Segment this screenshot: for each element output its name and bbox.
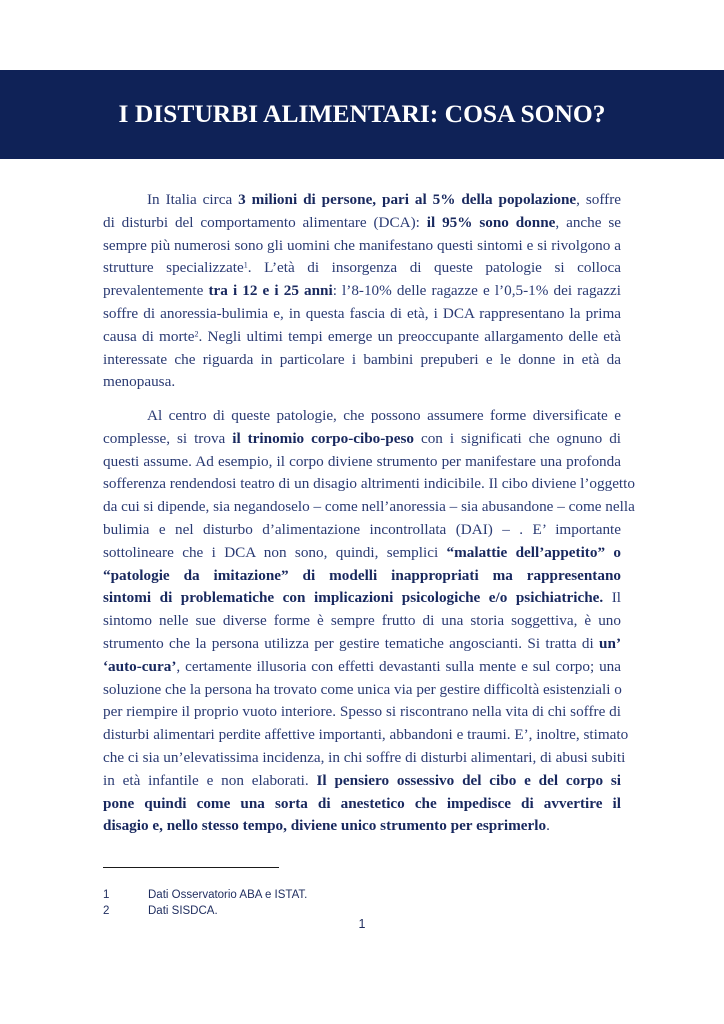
body-line [103, 349, 621, 371]
text-run: sottolineare che i DCA non sono, quindi, semplici [103, 543, 447, 561]
text-run: per riempire il proprio vuoto interiore. Spesso si riscontrano nella vita di chi soffre di [103, 703, 621, 721]
text-run: soluzione che la persona ha trovato come unica via per gestire difficoltà esistenziali o [103, 680, 622, 698]
emphasis-text: ‘auto-cura’ [103, 657, 177, 675]
page-title: I DISTURBI ALIMENTARI: COSA SONO? [118, 99, 606, 128]
text-run: di disturbi del comportamento alimentare (DCA): [103, 213, 427, 231]
text-run: strutture specializzate [103, 259, 244, 277]
body-line [103, 793, 621, 815]
emphasis-text: sintomi di problematiche con implicazioni psicologiche e/o psichiatriche. [103, 589, 604, 607]
emphasis-text: il 95% sono donne [426, 213, 556, 231]
title-banner [0, 70, 724, 159]
body-line [103, 428, 621, 450]
text-run: , certamente illusoria con effetti devastanti sulla mente e sul corpo; una [176, 657, 621, 675]
footnote-separator [103, 867, 279, 868]
footnote-ref: 1 [243, 261, 248, 270]
text-run: Il [603, 589, 621, 607]
text-run: causa di morte [103, 327, 195, 345]
body-line [103, 633, 621, 655]
text-run: questi assume. Ad esempio, il corpo diviene strumento per manifestare una profonda [103, 452, 621, 470]
body-line [103, 496, 635, 518]
body-line [103, 519, 621, 541]
footnote-text: Dati SISDCA. [148, 905, 218, 917]
emphasis-text: un’ [599, 635, 621, 652]
footnote-number: 2 [103, 905, 110, 917]
text-run: : l’8-10% delle ragazze e l’0,5-1% dei ragazzi [332, 282, 621, 300]
body-line [147, 405, 621, 427]
emphasis-text: 3 milioni di persone, pari al 5% della popolazione [238, 191, 577, 208]
text-run: da cui si dipende, sia negandoselo – come nell’anoressia – sia abusandone – come nella [103, 498, 635, 516]
body-line [103, 679, 621, 701]
text-run: in età infantile e non elaborati. [103, 771, 317, 789]
body-line [103, 815, 621, 837]
text-run: sintomo nelle sue diverse forme è sempre frutto di una storia soggettiva, è uno [103, 612, 621, 630]
footnote-number: 1 [103, 889, 110, 901]
text-run: bulimia e nel disturbo d’alimentazione incontrollata (DAI) – . E’ importante [103, 521, 621, 538]
text-run: soffre di anoressia-bulimia e, in questa fascia di età, i DCA rappresentano la prima [103, 305, 621, 322]
body-line [103, 587, 621, 609]
body-line [103, 770, 621, 792]
text-run: prevalentemente [103, 282, 209, 300]
text-run: che ci sia un’elevatissima incidenza, in chi soffre di disturbi alimentari, di abusi subiti [103, 749, 626, 766]
emphasis-text: disagio e, nello stesso tempo, diviene unico strumento per esprimerlo [103, 817, 547, 835]
page-number: 1 [358, 917, 366, 931]
text-run: . L’età di insorgenza di queste patologie si colloca [247, 259, 621, 277]
text-run: disturbi alimentari perdite affettive importanti, abbandoni e traumi. E’, inoltre, stimato [103, 726, 629, 744]
body-line [103, 280, 621, 302]
emphasis-text: “malattie dell’appetito” o [446, 543, 621, 561]
text-run: , soffre [576, 191, 621, 208]
text-run: . [546, 817, 550, 835]
emphasis-text: pone quindi come una sorta di anestetico che impedisce di avvertire il [103, 794, 621, 812]
body-line [103, 701, 621, 723]
text-run: con i significati che ognuno di [414, 429, 622, 447]
body-line [103, 747, 626, 769]
body-line [103, 610, 621, 632]
body-line [103, 473, 635, 495]
body-line [103, 303, 621, 325]
emphasis-text: Il pensiero ossessivo del cibo e del corpo si [316, 771, 621, 789]
footnote-text: Dati Osservatorio ABA e ISTAT. [148, 889, 308, 901]
text-run: . Negli ultimi tempi emerge un preoccupante allargamento delle età [198, 327, 621, 345]
text-run: , anche se [555, 213, 622, 231]
body-line [103, 326, 621, 348]
body-line [103, 257, 621, 279]
text-run: strumento che la persona utilizza per gestire tematiche angoscianti. Si tratta di [103, 635, 600, 652]
body-line [103, 371, 621, 393]
text-run: sempre più numerosi sono gli uomini che manifestano questi sintomi e si rivolgono a [103, 236, 621, 254]
body-line [103, 451, 621, 473]
text-run: interessate che riguarda in particolare i bambini prepuberi e le donne in età da [103, 350, 621, 368]
emphasis-text: il trinomio corpo-cibo-peso [232, 429, 415, 447]
footnote-ref: 2 [194, 329, 199, 339]
emphasis-text: tra i 12 e i 25 anni [208, 282, 333, 300]
body-line [103, 724, 629, 746]
text-run: sofferenza rendendosi teatro di un disagio altrimenti indicibile. Il cibo diviene l’oggetto [103, 475, 635, 493]
body-line [103, 542, 621, 564]
text-run: menopausa. [103, 373, 176, 391]
emphasis-text: “patologie da imitazione” di modelli inappropriati ma rappresentano [103, 566, 621, 584]
body-line [103, 565, 621, 587]
text-run: Al centro di queste patologie, che possono assumere forme diversificate e [147, 407, 621, 424]
body-line [103, 212, 621, 234]
body-line [103, 656, 621, 678]
body-line [147, 189, 621, 211]
text-run: In Italia circa [147, 191, 239, 208]
body-line [103, 235, 621, 257]
text-run: complesse, si trova [103, 429, 233, 447]
